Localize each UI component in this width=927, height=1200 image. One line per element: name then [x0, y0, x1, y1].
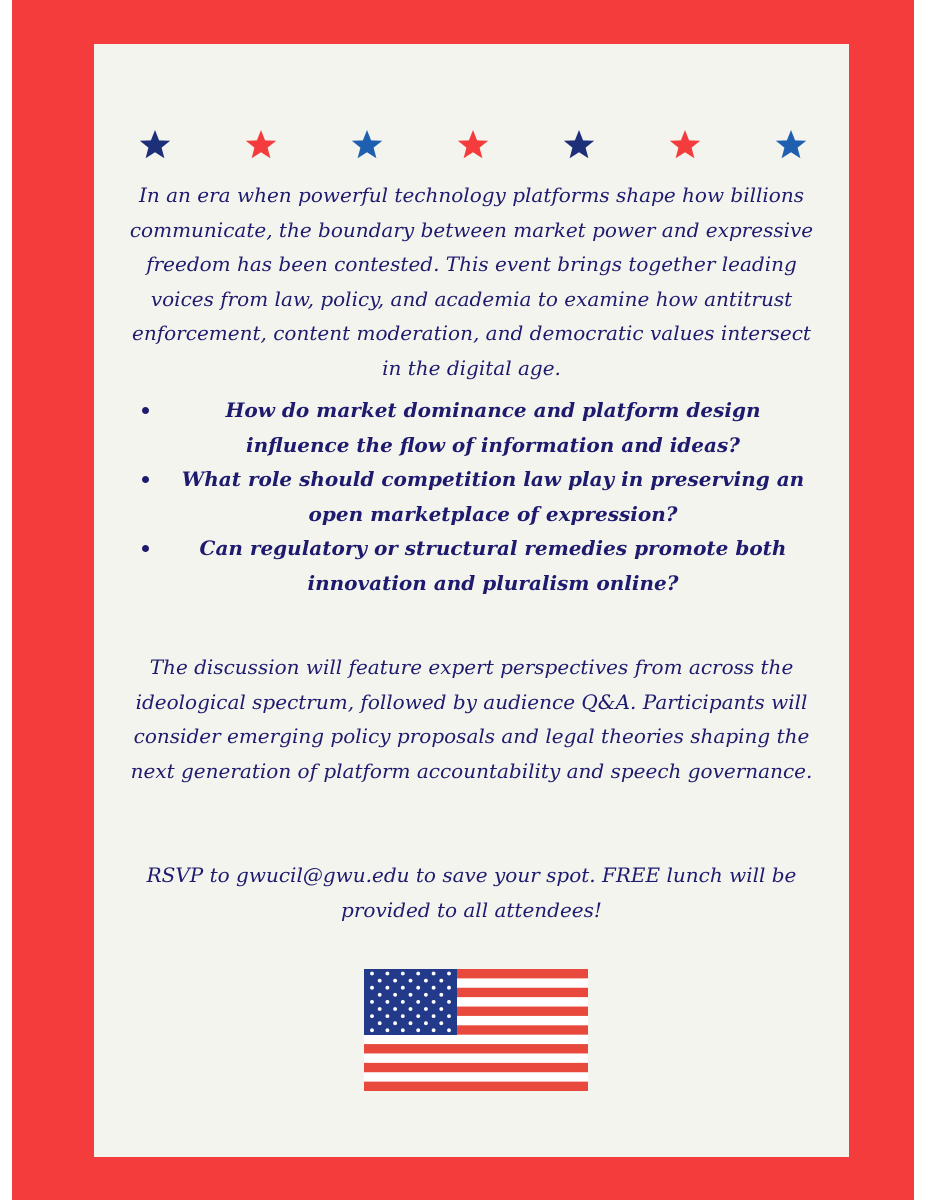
star-row: [94, 128, 849, 162]
bullet-icon: [142, 476, 149, 483]
intro-paragraph: In an era when powerful technology platforms shape how billions communicate, the boundary between market power and expressive freedom has been contested. This event brings together leading voices from law, policy, and academia to examine how antitrust enforcement, content moderation, and democratic values intersect in the digital age.: [129, 183, 814, 380]
red-border-frame: [12, 0, 914, 1200]
star-icon: [244, 128, 278, 162]
star-icon: [138, 128, 172, 162]
question-item: [134, 393, 814, 462]
us-flag-icon: [364, 969, 588, 1091]
star-icon: [350, 128, 384, 162]
star-icon: [562, 128, 596, 162]
question-list: [134, 393, 814, 600]
flyer-panel: [94, 44, 849, 1157]
question-text: Can regulatory or structural remedies promote both innovation and pluralism online?: [199, 536, 787, 595]
star-icon: [668, 128, 702, 162]
question-text: What role should competition law play in preserving an open marketplace of expression?: [181, 467, 805, 526]
bullet-icon: [142, 407, 149, 414]
closing-paragraph: The discussion will feature expert perspectives from across the ideological spectrum, followed by audience Q&A. Participants will consider emerging policy proposals and legal theories shaping the next generation of platform accountability and speech governance.: [130, 655, 813, 783]
bullet-icon: [142, 545, 149, 552]
question-item: [134, 531, 814, 600]
star-icon: [774, 128, 808, 162]
star-icon: [456, 128, 490, 162]
rsvp-paragraph: RSVP to gwucil@gwu.edu to save your spot. FREE lunch will be provided to all attendees!: [146, 863, 797, 922]
question-item: [134, 462, 814, 531]
question-text: How do market dominance and platform design influence the flow of information and ideas?: [225, 398, 761, 457]
